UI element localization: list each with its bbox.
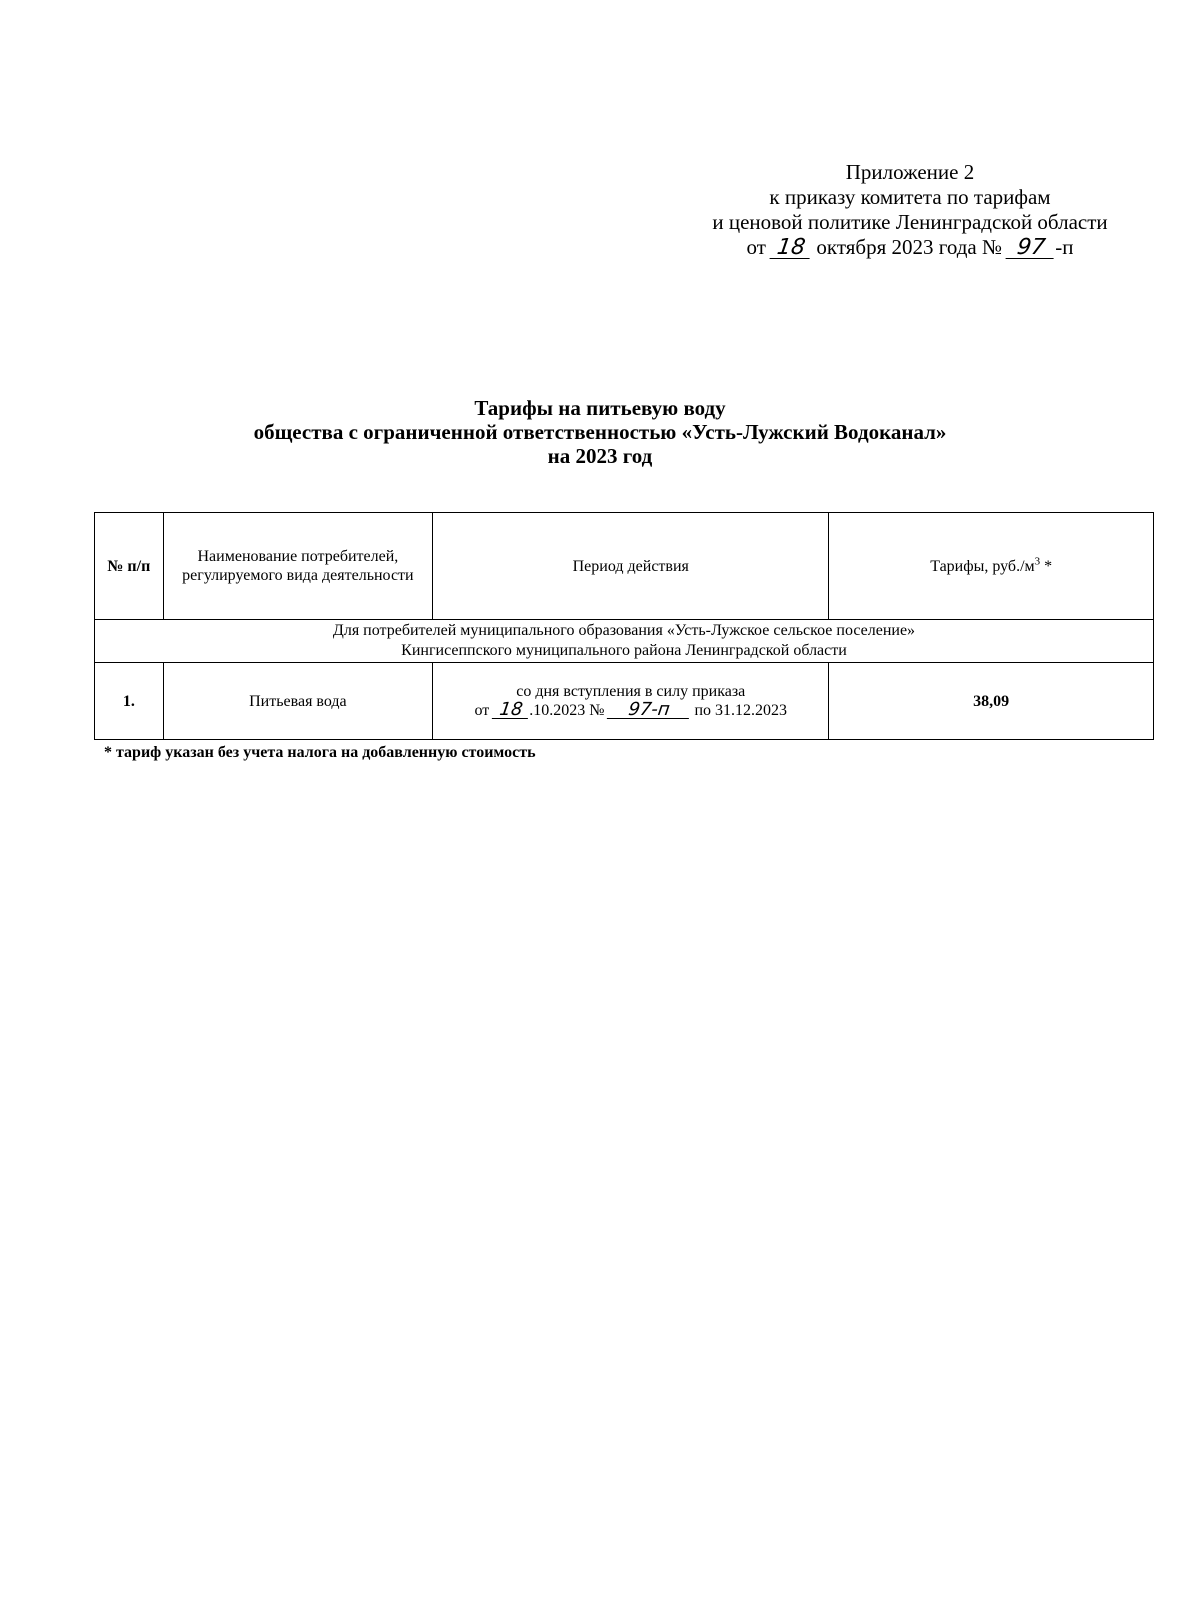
document-title — [100, 396, 1100, 468]
period-prefix: от — [474, 702, 490, 719]
date-rest: октября 2023 года № — [816, 235, 1003, 259]
tariff-table — [94, 512, 1154, 740]
header-tariff-sup: 3 — [1034, 555, 1041, 568]
row-name: Питьевая вода — [163, 663, 433, 740]
handwritten-period-day: 18 — [492, 702, 530, 719]
header-tariff-text: Тарифы, руб./м — [930, 557, 1035, 575]
title-line-3: на 2023 год — [547, 444, 653, 468]
handwritten-day: 18 — [770, 238, 813, 259]
date-prefix: от — [746, 235, 766, 259]
row-period — [433, 663, 829, 740]
row-period-line-2 — [439, 701, 822, 720]
section-line-1: Для потребителей муниципального образования «Усть-Лужское сельское поселение» — [332, 622, 916, 639]
appendix-line-1: Приложение 2 — [845, 160, 975, 184]
row-tariff: 38,09 — [829, 663, 1154, 740]
header-num: № п/п — [95, 513, 164, 620]
footnote: * тариф указан без учета налога на добавленную стоимость — [104, 744, 536, 761]
order-suffix: -п — [1055, 235, 1074, 259]
appendix-line-2: к приказу комитета по тарифам — [769, 185, 1051, 209]
title-line-1: Тарифы на питьевую воду — [474, 396, 726, 420]
section-cell — [95, 620, 1154, 663]
appendix-line-3: и ценовой политике Ленинградской области — [712, 210, 1108, 234]
handwritten-period-order: 97-п — [607, 702, 691, 719]
period-mid: .10.2023 № — [529, 702, 605, 719]
handwritten-order-number: 97 — [1006, 238, 1057, 259]
row-num: 1. — [95, 663, 164, 740]
table-row — [95, 663, 1154, 740]
appendix-header — [660, 160, 1160, 260]
row-period-line-1: со дня вступления в силу приказа — [516, 683, 746, 700]
section-line-2: Кингисеппского муниципального района Ленинградской области — [401, 642, 847, 659]
header-name: Наименование потребителей, регулируемого вида деятельности — [163, 513, 433, 620]
period-end: по 31.12.2023 — [694, 702, 788, 719]
header-tariff — [829, 513, 1154, 620]
title-line-2: общества с ограниченной ответственностью «Усть-Лужский Водоканал» — [253, 420, 947, 444]
table-header-row — [95, 513, 1154, 620]
header-tariff-star: * — [1040, 557, 1053, 575]
header-period: Период действия — [433, 513, 829, 620]
appendix-date-line — [660, 235, 1160, 260]
section-row — [95, 620, 1154, 663]
